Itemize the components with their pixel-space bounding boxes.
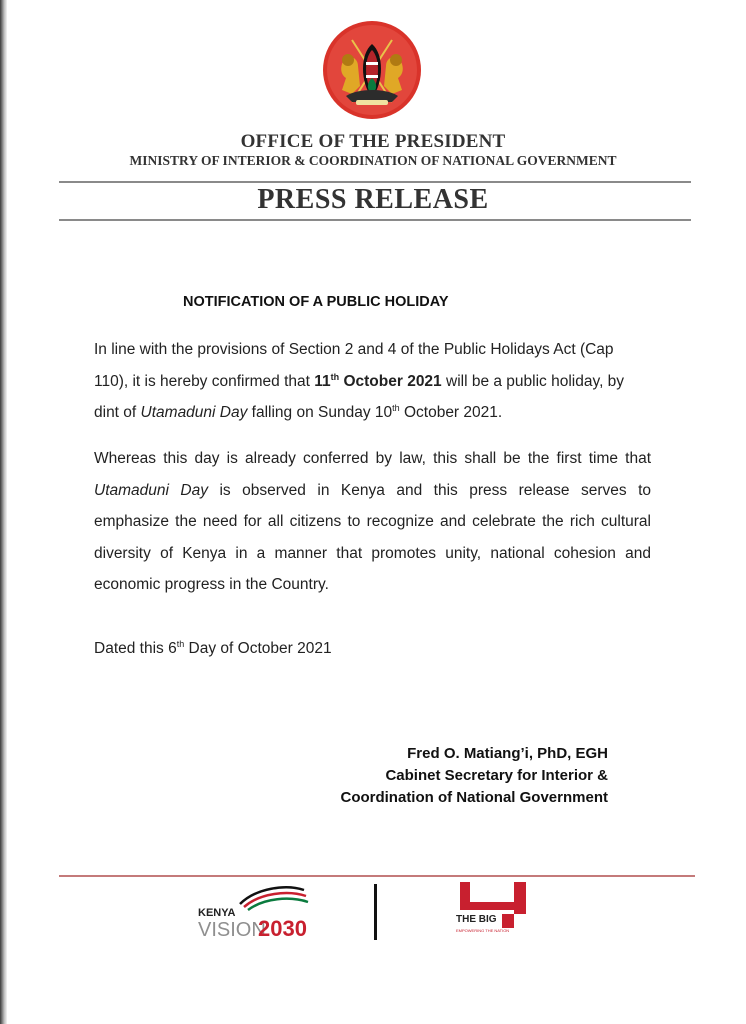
big-four-label: THE BIG xyxy=(456,914,497,925)
big-four-logo xyxy=(454,880,534,938)
ministry-title: MINISTRY OF INTERIOR & COORDINATION OF NATIONAL GOVERNMENT xyxy=(129,153,617,168)
vision-word-text: VISION xyxy=(198,919,266,938)
signatory-title-line2: Coordination of National Government xyxy=(340,789,608,806)
vision-year-text: 2030 xyxy=(258,916,307,938)
footer-divider xyxy=(59,875,695,877)
vision-kenya-text: KENYA xyxy=(198,907,236,919)
signatory-name: Fred O. Matiang’i, PhD, EGH xyxy=(407,745,608,762)
office-title: OFFICE OF THE PRESIDENT xyxy=(240,131,506,152)
header-divider-bottom xyxy=(59,219,691,221)
big-four-tagline: EMPOWERING THE NATION xyxy=(456,928,510,933)
notice-heading: NOTIFICATION OF A PUBLIC HOLIDAY xyxy=(183,294,449,310)
header-divider-top xyxy=(59,181,691,183)
dated-line: Dated this 6th Day of October 2021 xyxy=(94,638,332,657)
coat-of-arms-seal-icon xyxy=(322,20,422,120)
footer-logo-divider xyxy=(374,884,377,940)
paragraph-holiday-confirmation: In line with the provisions of Section 2 and 4 of the Public Holidays Act (Cap 110), it is hereby confirmed that 11th October 2021 will be a public holiday, by dint of Utamaduni Day falling on Sunday 10th October 2021. xyxy=(94,341,625,421)
paragraph-utamaduni-day: Whereas this day is already conferred by law, this shall be the first time that Utamaduni Day is observed in Kenya and this press release serves to emphasize the need for all citizens to recognize and celebrate the rich cultural diversity of Kenya in a manner that promotes unity, national cohesion and economic progress in the Country. xyxy=(94,450,651,593)
kenya-vision-2030-logo xyxy=(196,880,321,938)
signatory-title-line1: Cabinet Secretary for Interior & xyxy=(385,767,608,784)
holiday-date: 11th October 2021 xyxy=(314,371,442,390)
press-release-title: PRESS RELEASE xyxy=(257,184,489,215)
